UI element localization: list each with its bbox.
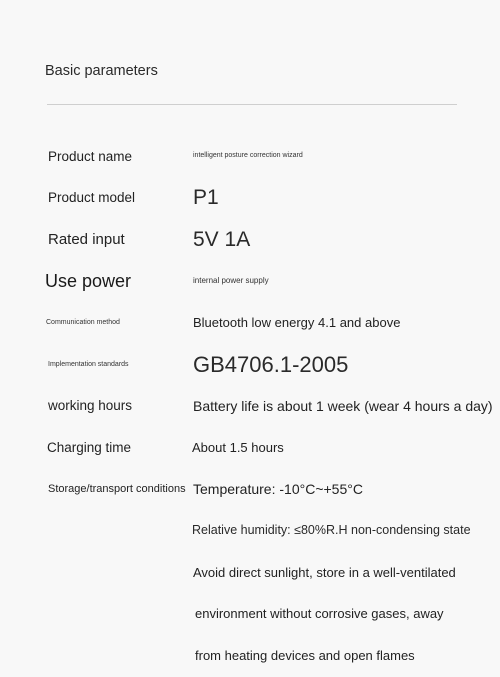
storage-conditions-label: Storage/transport conditions — [48, 483, 186, 495]
storage-temperature-value: Temperature: -10°C~+55°C — [193, 481, 363, 497]
storage-humidity-value: Relative humidity: ≤80%R.H non-condensing state — [192, 523, 471, 537]
storage-note-line-1: Avoid direct sunlight, store in a well-ventilated — [193, 565, 456, 580]
rated-input-value: 5V 1A — [193, 228, 251, 251]
charging-time-value: About 1.5 hours — [192, 440, 284, 455]
communication-method-value: Bluetooth low energy 4.1 and above — [193, 315, 401, 330]
working-hours-value: Battery life is about 1 week (wear 4 hours a day) — [193, 398, 493, 414]
implementation-standards-value: GB4706.1-2005 — [193, 352, 349, 377]
product-name-value: intelligent posture correction wizard — [193, 152, 303, 159]
charging-time-label: Charging time — [47, 440, 132, 455]
product-model-value: P1 — [193, 186, 219, 209]
rated-input-label: Rated input — [48, 231, 125, 248]
use-power-label: Use power — [45, 271, 132, 291]
section-divider — [47, 104, 457, 105]
product-name-label: Product name — [48, 149, 133, 164]
implementation-standards-label: Implementation standards — [48, 361, 129, 368]
storage-note-line-2: environment without corrosive gases, away — [195, 606, 444, 621]
storage-note-line-3: from heating devices and open flames — [195, 648, 415, 663]
section-title: Basic parameters — [45, 63, 158, 79]
use-power-value: internal power supply — [193, 276, 269, 285]
working-hours-label: working hours — [48, 398, 133, 413]
communication-method-label: Communication method — [46, 319, 120, 326]
product-model-label: Product model — [48, 190, 136, 205]
